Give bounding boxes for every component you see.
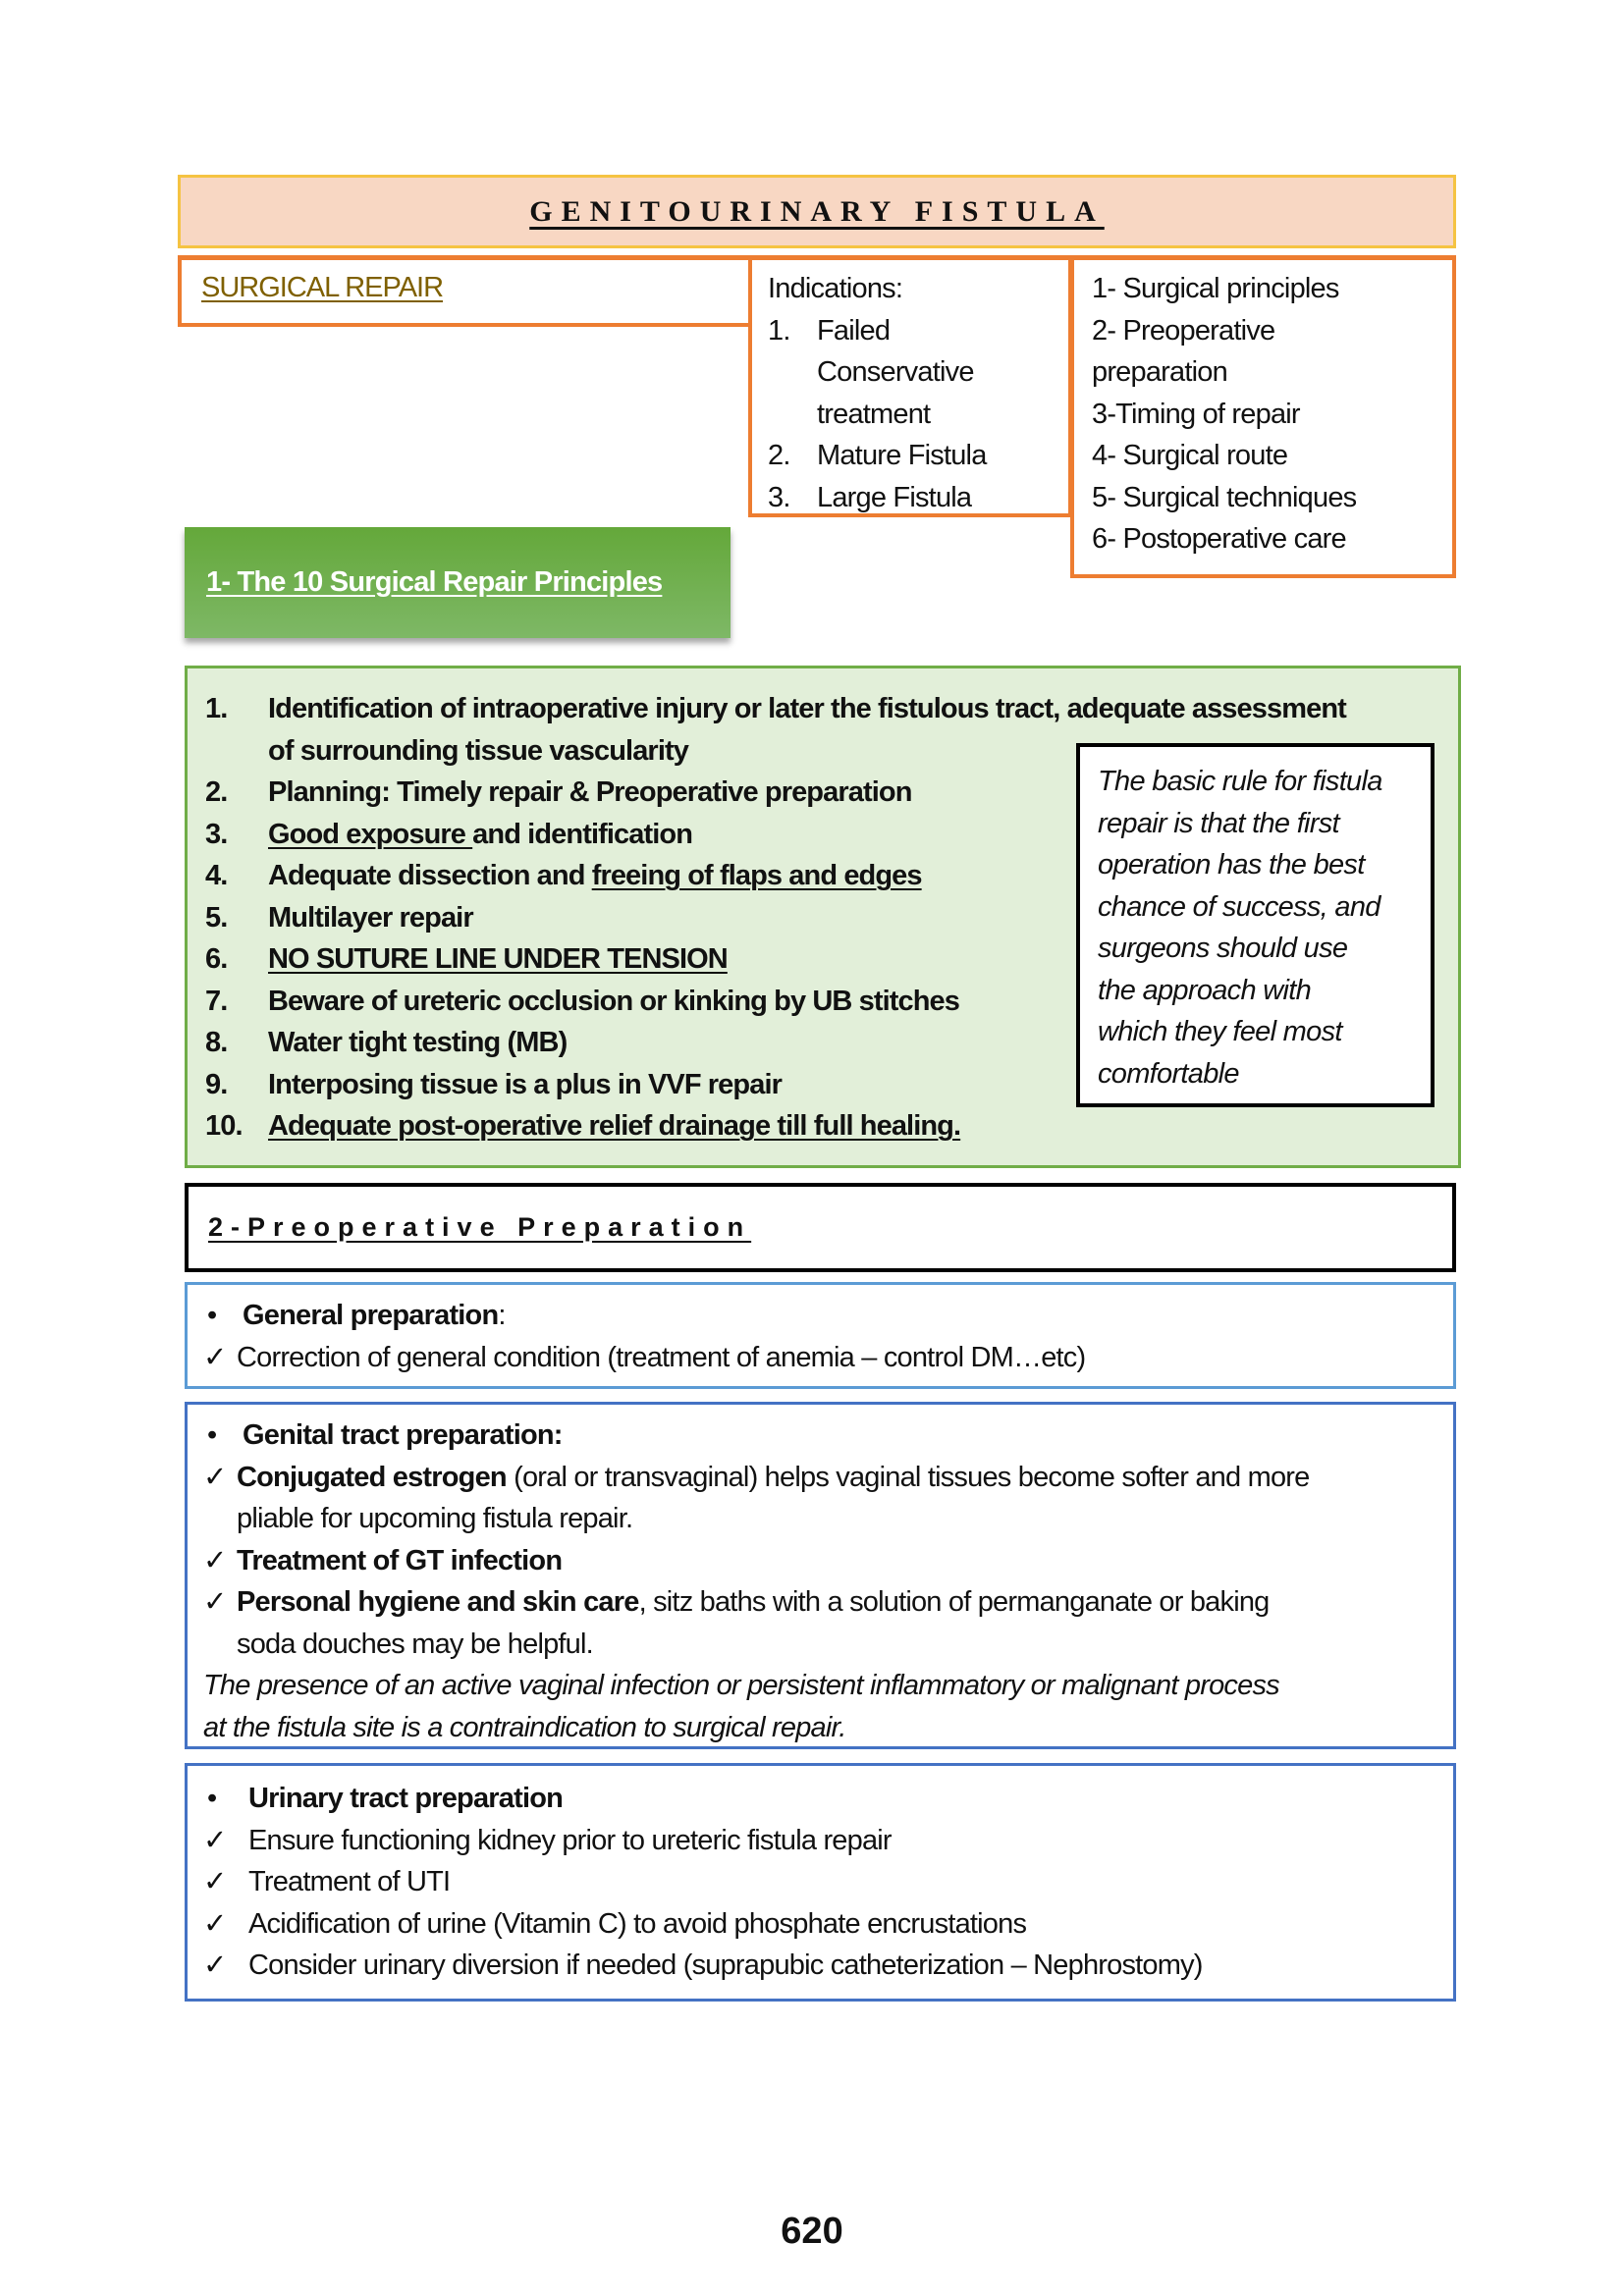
- checkmark-icon: ✓: [203, 1544, 227, 1576]
- item-rest: , sitz baths with a solution of permanganate or baking: [638, 1586, 1270, 1618]
- surgical-repair-box: [178, 255, 751, 327]
- bullet-icon: •: [207, 1783, 217, 1814]
- genital-preparation-box: [185, 1402, 1456, 1749]
- contraindication-note: [203, 1665, 1437, 1748]
- page-number: 620: [781, 2211, 843, 2252]
- item-bold: Personal hygiene and skin care: [237, 1586, 639, 1618]
- section2-heading: 2-Preoperative Preparation: [208, 1212, 752, 1242]
- section1-heading-label: 1- The 10 Surgical Repair Principles: [206, 566, 663, 598]
- indication-number: 2.: [768, 440, 790, 471]
- principle-number: 9.: [205, 1068, 228, 1100]
- genital-item-text: [237, 1457, 1309, 1540]
- principle-number: 7.: [205, 985, 228, 1017]
- urinary-item-text: Ensure functioning kidney prior to ureteric fistula repair: [248, 1824, 892, 1856]
- section1-heading-button[interactable]: [185, 527, 731, 638]
- checkmark-icon: ✓: [203, 1461, 227, 1493]
- principle-number: 3.: [205, 818, 228, 850]
- item-rest: (oral or transvaginal) helps vaginal tissues become softer and more: [506, 1461, 1310, 1493]
- principle-number: 10.: [205, 1110, 243, 1142]
- note-line: The basic rule for fistula: [1098, 766, 1382, 797]
- genital-item: [203, 1540, 1437, 1582]
- genital-item: [203, 1457, 1437, 1540]
- general-preparation-box: [185, 1282, 1456, 1389]
- urinary-heading: Urinary tract preparation: [248, 1783, 564, 1814]
- note-line: chance of success, and: [1098, 890, 1380, 923]
- urinary-item: [203, 1903, 1437, 1946]
- principle-text-line: Identification of intraoperative injury or later the fistulous tract, adequate assessment: [268, 693, 1346, 724]
- principle-number: 6.: [205, 943, 228, 975]
- basic-rule-note: [1076, 743, 1435, 1107]
- topic-item: 1- Surgical principles: [1092, 273, 1339, 304]
- note-line: surgeons should use: [1098, 933, 1348, 964]
- urinary-item: [203, 1861, 1437, 1903]
- indication-item: [768, 435, 987, 477]
- indication-item: [768, 477, 987, 519]
- topic-item: 5- Surgical techniques: [1092, 481, 1357, 513]
- general-item-text: Correction of general condition (treatment of anemia – control DM…etc): [237, 1341, 1086, 1373]
- indication-item: [768, 310, 987, 436]
- urinary-item-text: Consider urinary diversion if needed (suprapubic catheterization – Nephrostomy): [248, 1949, 1203, 1981]
- principle-text: Water tight testing (MB): [268, 1027, 568, 1058]
- indications-heading: Indications:: [768, 273, 903, 304]
- principle-number: 2.: [205, 776, 228, 808]
- principle-text-plain: Adequate dissection and: [268, 860, 592, 891]
- principle-text: Interposing tissue is a plus in VVF repair: [268, 1068, 782, 1100]
- principle-text: Adequate post-operative relief drainage till full healing.: [268, 1110, 961, 1142]
- topic-item: 4- Surgical route: [1092, 440, 1288, 471]
- principle-text: Beware of ureteric occlusion or kinking by UB stitches: [268, 985, 959, 1017]
- note-line: repair is that the first: [1098, 807, 1339, 839]
- note-line: which they feel most: [1098, 1016, 1342, 1047]
- principle-text: [268, 814, 692, 856]
- title-banner: [178, 175, 1456, 248]
- indication-number: 3.: [768, 481, 790, 513]
- topic-item: 6- Postoperative care: [1092, 523, 1346, 555]
- principle-text: Planning: Timely repair & Preoperative preparation: [268, 776, 912, 808]
- principle-number: 4.: [205, 860, 228, 891]
- indication-text: Large Fistula: [817, 481, 972, 513]
- topic-item: 3-Timing of repair: [1092, 398, 1300, 430]
- note-line: at the fistula site is a contraindication to surgical repair.: [203, 1711, 846, 1743]
- urinary-item: [203, 1820, 1437, 1862]
- general-heading: General preparation: [243, 1300, 499, 1331]
- indication-number: 1.: [768, 314, 790, 347]
- checkmark-icon: ✓: [203, 1866, 227, 1897]
- genital-heading: Genital tract preparation:: [243, 1419, 563, 1451]
- section2-heading-box: [185, 1183, 1456, 1272]
- principle-text: NO SUTURE LINE UNDER TENSION: [268, 943, 728, 975]
- note-line: comfortable: [1098, 1057, 1239, 1090]
- indications-box: [748, 255, 1072, 517]
- principle-number: 1.: [205, 693, 228, 724]
- principle-text: [268, 855, 922, 897]
- item-bold: Conjugated estrogen: [237, 1461, 507, 1493]
- genital-heading-row: [203, 1415, 1437, 1457]
- checkmark-icon: ✓: [203, 1907, 227, 1940]
- page-title: GENITOURINARY FISTULA: [529, 194, 1105, 228]
- urinary-item-text: Treatment of UTI: [248, 1866, 451, 1897]
- general-heading-row: [203, 1295, 1437, 1337]
- principle-text: Multilayer repair: [268, 901, 473, 934]
- note-line: the approach with: [1098, 974, 1312, 1006]
- checkmark-icon: ✓: [203, 1586, 227, 1618]
- urinary-item: [203, 1945, 1437, 1987]
- genital-item: [203, 1581, 1437, 1665]
- indication-text: treatment: [817, 398, 931, 430]
- topics-box: [1070, 255, 1456, 578]
- item-rest: pliable for upcoming fistula repair.: [237, 1503, 633, 1534]
- principle-text-line: of surrounding tissue vascularity: [268, 734, 688, 767]
- bullet-icon: •: [207, 1300, 217, 1331]
- checkmark-icon: ✓: [203, 1949, 227, 1981]
- indication-text: Failed: [817, 314, 891, 347]
- general-item: [203, 1337, 1437, 1379]
- checkmark-icon: ✓: [203, 1341, 227, 1373]
- principle-emphasis: freeing of flaps and edges: [591, 860, 922, 891]
- item-rest: soda douches may be helpful.: [237, 1628, 593, 1660]
- indication-text: Mature Fistula: [817, 440, 987, 471]
- genital-item-text: [237, 1581, 1270, 1665]
- principle-emphasis: Good exposure: [268, 818, 473, 850]
- note-line: The presence of an active vaginal infection or persistent inflammatory or malignant process: [203, 1670, 1279, 1701]
- principle-number: 8.: [205, 1027, 228, 1058]
- principle-text-rest: and identification: [472, 818, 693, 850]
- surgical-repair-label: SURGICAL REPAIR: [201, 272, 444, 303]
- heading-colon: :: [498, 1300, 506, 1331]
- urinary-preparation-box: [185, 1763, 1456, 2002]
- indication-text: Conservative: [817, 356, 974, 388]
- principle-number: 5.: [205, 901, 228, 934]
- principle-item: [205, 1105, 1447, 1148]
- genital-item-text: Treatment of GT infection: [237, 1544, 563, 1576]
- topic-item: 2- Preoperative: [1092, 314, 1275, 347]
- bullet-icon: •: [207, 1419, 217, 1451]
- urinary-heading-row: [203, 1778, 1437, 1820]
- urinary-item-text: Acidification of urine (Vitamin C) to avoid phosphate encrustations: [248, 1907, 1027, 1940]
- topic-item: preparation: [1092, 356, 1227, 388]
- checkmark-icon: ✓: [203, 1824, 227, 1856]
- note-line: operation has the best: [1098, 849, 1365, 881]
